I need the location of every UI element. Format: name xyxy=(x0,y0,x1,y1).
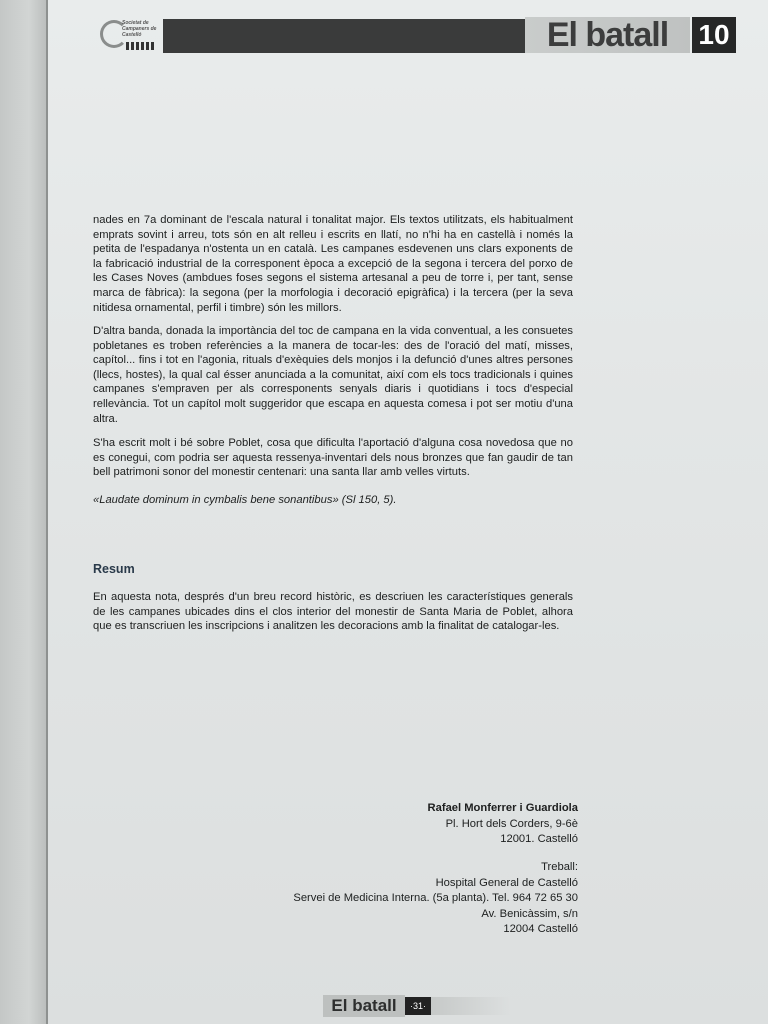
author-name: Rafael Monferrer i Guardiola xyxy=(427,802,578,814)
page-number: ·31· xyxy=(405,997,431,1015)
page xyxy=(48,0,768,1024)
work-line-4: 12004 Castelló xyxy=(503,923,578,935)
header-brand: El batall xyxy=(525,17,690,53)
society-logo xyxy=(100,16,160,54)
paragraph-2-text: D'altra banda, donada la importància del toc de campana en la vida conventual, a les consuetes pobletanes es troben referències a la manera de tocar-les: des de l'oració del matí, misses, capítol... fins i tot en l'agonia, rituals d'exèquies dels monjos i la defunció d'unes altres persones (llecs, hostes), la qual cal ésser anunciada a la comunitat, així com els tocs tradicionals i quines campanes s'empraven per als corresponents senyals diaris i quotidians i tocs d'especial rellevància. Tot un capítol molt suggeridor que escapa en aquesta comesa i pot ser motiu d'una altra. xyxy=(93,325,573,425)
resum-paragraph xyxy=(93,590,573,634)
paragraph-3 xyxy=(93,436,573,480)
work-line-2: Servei de Medicina Interna. (5a planta). Tel. 964 72 65 30 xyxy=(293,892,578,904)
work-block xyxy=(158,860,578,938)
resum-text: En aquesta nota, després d'un breu record històric, es descriuen les característiques generals de les campanes ubicades dins el clos interior del monestir de Santa Maria de Poblet, alhora que es transcriuen les inscripcions i analitzen les decoracions amb la finalitat de catalogar-les. xyxy=(93,591,573,633)
psalm-quote: «Laudate dominum in cymbalis bene sonantibus» (Sl 150, 5). xyxy=(93,494,397,506)
author-address-2: 12001. Castelló xyxy=(500,833,578,845)
resum-heading: Resum xyxy=(93,562,135,576)
logo-bars-icon xyxy=(126,42,156,50)
paragraph-3-text: S'ha escrit molt i bé sobre Poblet, cosa que dificulta l'aportació d'alguna cosa novedosa que no es conegui, com podria ser aquesta ressenya-inventari dels nous bronzes que fan gaudir de tan bell patrimoni sonor del monestir centenari: una santa llar amb velles virtuts. xyxy=(93,437,573,479)
author-address-1: Pl. Hort dels Corders, 9-6è xyxy=(445,817,578,830)
paragraph-1-text: nades en 7a dominant de l'escala natural i tonalitat major. Els textos utilitzats, els habitualment emprats sovint i arreu, tots són en alt relleu i escrits en llatí, no n'hi ha en castellà i només la petita de l'espadanya n'ostenta un en català. Les campanes esdevenen uns clars exponents de la fabricació industrial de la corresponent època a excepció de la segona i tercera del porxo de les Cases Noves (ambdues foses segons el sistema artesanal a peu de torre i, per tant, sense marca de fàbrica): la segona (per la morfologia i decoració epigràfica) i la tercera (per la seva nitidesa ornamental, perfil i timbre) són les millors. xyxy=(93,214,573,314)
author-block xyxy=(158,801,578,848)
paragraph-1 xyxy=(93,213,573,315)
work-label: Treball: xyxy=(541,861,578,873)
book-spine xyxy=(0,0,48,1024)
header-bar xyxy=(163,19,525,53)
paragraph-2 xyxy=(93,324,573,426)
logo-text: Societat de Campaners de Castelló xyxy=(122,20,157,38)
issue-number: 10 xyxy=(692,17,736,53)
footer-brand: El batall xyxy=(323,995,405,1017)
work-line-1: Hospital General de Castelló xyxy=(435,876,578,889)
footer-fade xyxy=(431,997,511,1015)
work-line-3: Av. Benicàssim, s/n xyxy=(481,907,578,920)
